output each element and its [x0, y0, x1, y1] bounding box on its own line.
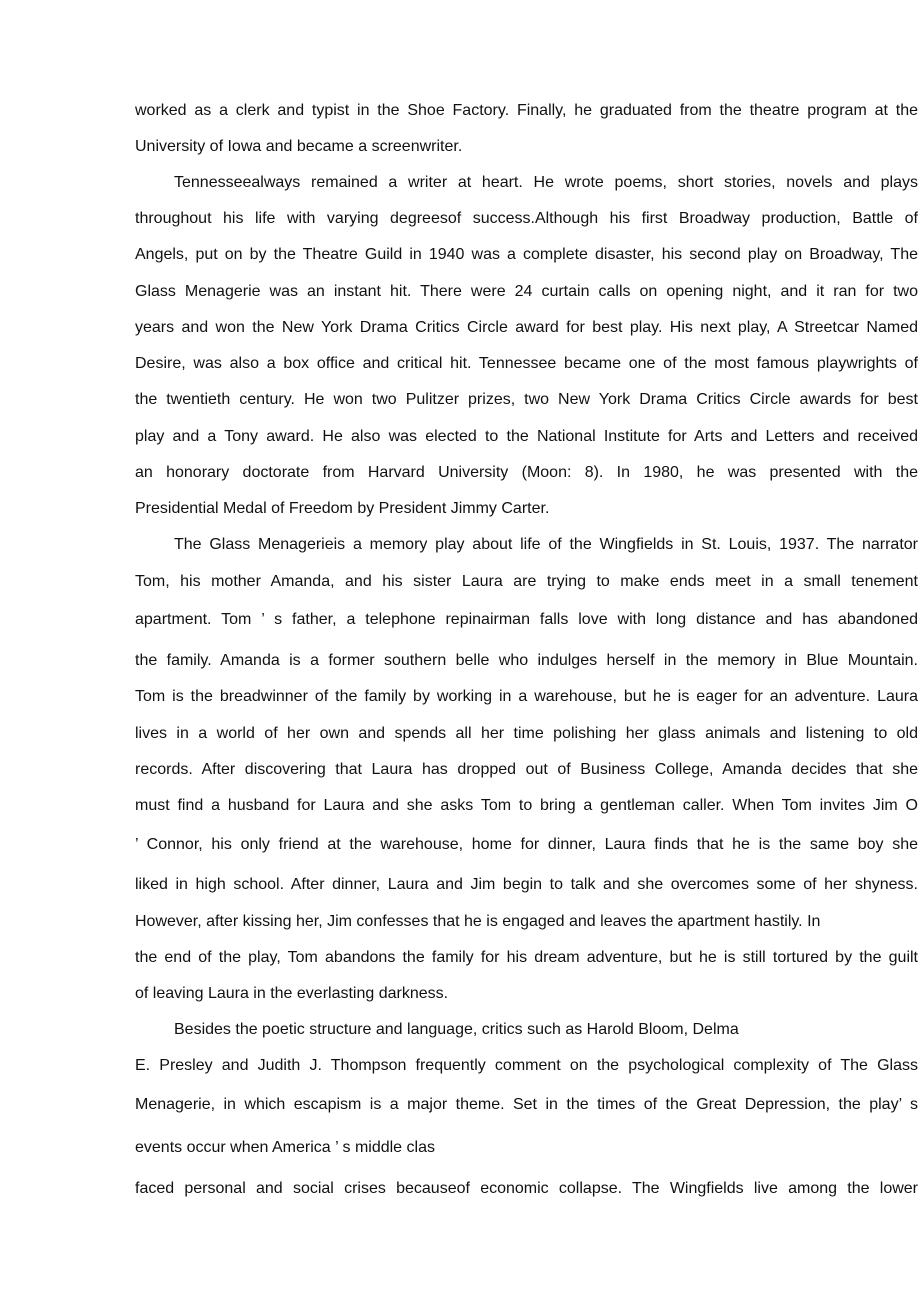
text-line: Besides the poetic structure and language, critics such as Harold Bloom, Delma: [174, 1021, 739, 1038]
text-line: liked in high school. After dinner, Laura and Jim begin to talk and she overcomes some of her shyness.: [135, 876, 918, 893]
text-line: worked as a clerk and typist in the Shoe Factory. Finally, he graduated from the theatre program at the: [135, 102, 918, 119]
text-line: faced personal and social crises becauseof economic collapse. The Wingfields live among the lower: [135, 1180, 918, 1197]
text-line: However, after kissing her, Jim confesses that he is engaged and leaves the apartment hastily. In: [135, 913, 821, 930]
text-line: the twentieth century. He won two Pulitzer prizes, two New York Drama Critics Circle awards for best: [135, 391, 918, 408]
text-line: Tom is the breadwinner of the family by working in a warehouse, but he is eager for an adventure. Laura: [135, 688, 918, 705]
text-line: throughout his life with varying degreesof success.Although his first Broadway production, Battle of: [135, 210, 918, 227]
text-line: Desire, was also a box office and critical hit. Tennessee became one of the most famous playwrights of: [135, 355, 918, 372]
text-line: University of Iowa and became a screenwriter.: [135, 138, 463, 155]
text-line: ’ Connor, his only friend at the warehouse, home for dinner, Laura finds that he is the same boy she: [135, 836, 918, 853]
text-line: Presidential Medal of Freedom by President Jimmy Carter.: [135, 500, 550, 517]
text-line: The Glass Menagerieis a memory play about life of the Wingfields in St. Louis, 1937. The narrator: [174, 536, 918, 553]
text-line: Tom, his mother Amanda, and his sister Laura are trying to make ends meet in a small tenement: [135, 573, 918, 590]
text-line: an honorary doctorate from Harvard University (Moon: 8). In 1980, he was presented with the: [135, 464, 918, 481]
text-line: play and a Tony award. He also was elected to the National Institute for Arts and Letters and received: [135, 428, 918, 445]
text-line: events occur when America ’ s middle clas: [135, 1139, 435, 1156]
text-line: apartment. Tom ’ s father, a telephone repinairman falls love with long distance and has abandoned: [135, 611, 918, 628]
text-line: records. After discovering that Laura has dropped out of Business College, Amanda decides that she: [135, 761, 918, 778]
text-line: E. Presley and Judith J. Thompson frequently comment on the psychological complexity of The Glass: [135, 1057, 918, 1074]
text-line: Angels, put on by the Theatre Guild in 1940 was a complete disaster, his second play on Broadway, The: [135, 246, 918, 263]
text-line: lives in a world of her own and spends all her time polishing her glass animals and listening to old: [135, 725, 918, 742]
text-line: Tennesseealways remained a writer at heart. He wrote poems, short stories, novels and plays: [174, 174, 918, 191]
text-line: years and won the New York Drama Critics Circle award for best play. His next play, A Streetcar Named: [135, 319, 918, 336]
text-line: must find a husband for Laura and she asks Tom to bring a gentleman caller. When Tom invites Jim O: [135, 797, 918, 814]
text-line: of leaving Laura in the everlasting darkness.: [135, 985, 449, 1002]
text-line: Glass Menagerie was an instant hit. There were 24 curtain calls on opening night, and it ran for two: [135, 283, 918, 300]
text-line: the family. Amanda is a former southern belle who indulges herself in the memory in Blue Mountain.: [135, 652, 918, 669]
text-line: the end of the play, Tom abandons the family for his dream adventure, but he is still tortured by the guilt: [135, 949, 918, 966]
text-line: Menagerie, in which escapism is a major theme. Set in the times of the Great Depression, the play’ s: [135, 1096, 918, 1113]
